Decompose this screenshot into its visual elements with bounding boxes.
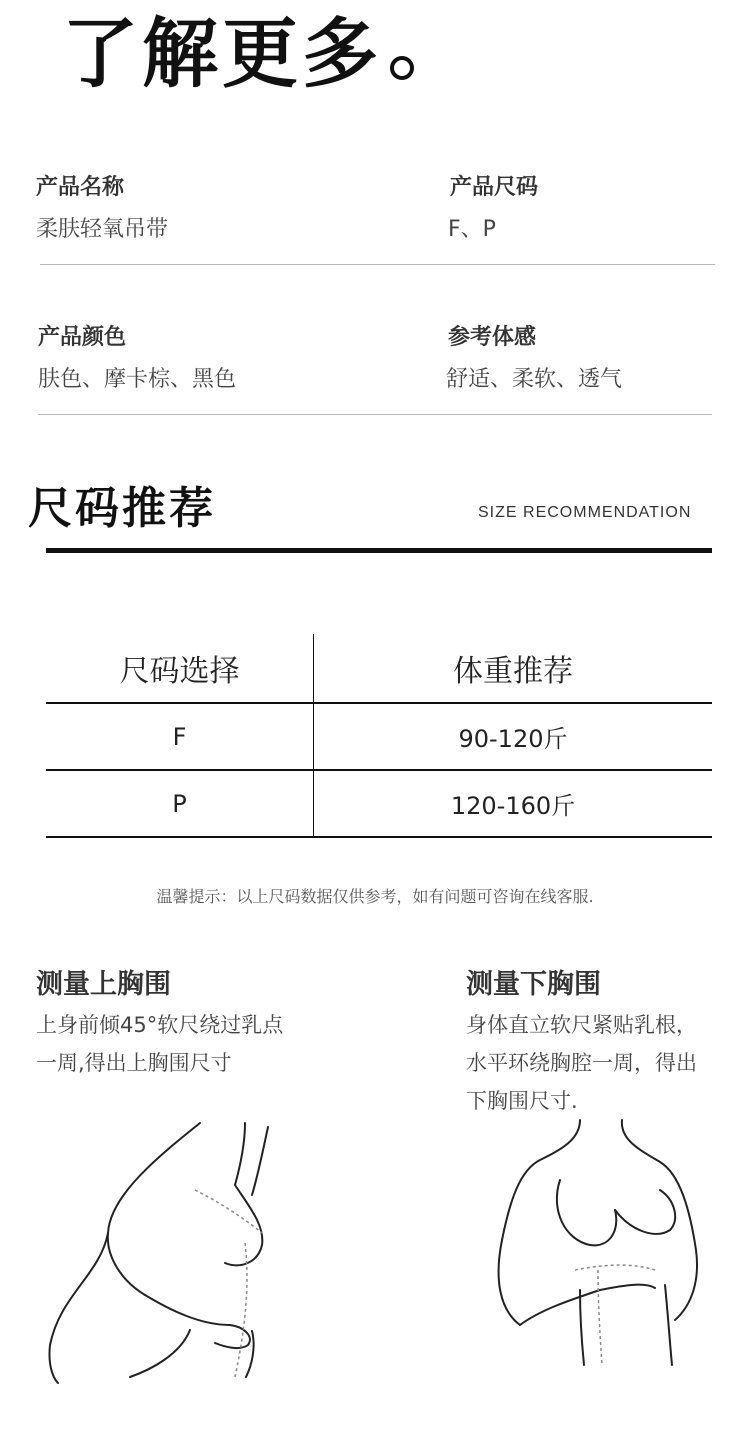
section-subtitle: SIZE RECOMMENDATION bbox=[478, 504, 692, 521]
hero-period-mark bbox=[390, 56, 414, 80]
product-size-label: 产品尺码 bbox=[450, 175, 539, 200]
product-color-label: 产品颜色 bbox=[38, 325, 127, 350]
under-bust-illustration bbox=[480, 1110, 730, 1370]
section-underline bbox=[46, 548, 712, 553]
measure-under-line: 下胸围尺寸. bbox=[466, 1089, 578, 1113]
size-recommendation-table bbox=[46, 634, 712, 838]
product-color-value: 肤色、摩卡棕、黑色 bbox=[38, 367, 237, 392]
info-divider-1 bbox=[40, 264, 715, 265]
info-divider-2 bbox=[38, 414, 712, 415]
table-row bbox=[46, 703, 712, 770]
measure-upper-title: 测量上胸围 bbox=[36, 969, 171, 1000]
size-tip-text: 温馨提示：以上尺码数据仅供参考，如有问题可咨询在线客服. bbox=[156, 887, 594, 906]
measure-upper-desc bbox=[36, 1006, 283, 1082]
product-name-label: 产品名称 bbox=[36, 175, 125, 200]
reference-feel-value: 舒适、柔软、透气 bbox=[446, 367, 623, 392]
section-title: 尺码推荐 bbox=[28, 483, 216, 534]
measure-under-line: 身体直立软尺紧贴乳根， bbox=[466, 1013, 697, 1037]
weight-cell: 120-160斤 bbox=[314, 770, 713, 837]
reference-feel-label: 参考体感 bbox=[448, 325, 537, 350]
table-header-row bbox=[46, 634, 712, 703]
measure-under-title: 测量下胸围 bbox=[466, 969, 601, 1000]
measure-under-desc bbox=[466, 1006, 697, 1120]
upper-bust-illustration bbox=[40, 1115, 330, 1385]
weight-cell: 90-120斤 bbox=[314, 703, 713, 770]
size-cell: F bbox=[46, 703, 314, 770]
header-size-select: 尺码选择 bbox=[46, 634, 314, 703]
measure-upper-line: 一周,得出上胸围尺寸 bbox=[36, 1051, 232, 1075]
product-name-value: 柔肤轻氧吊带 bbox=[36, 217, 169, 242]
product-size-value: F、P bbox=[448, 217, 496, 242]
measure-under-line: 水平环绕胸腔一周，得出 bbox=[466, 1051, 697, 1075]
size-cell: P bbox=[46, 770, 314, 837]
measure-upper-line: 上身前倾45°软尺绕过乳点 bbox=[36, 1013, 284, 1037]
table-row bbox=[46, 770, 712, 837]
hero-title: 了解更多 bbox=[62, 6, 414, 102]
header-weight-recommend: 体重推荐 bbox=[314, 634, 713, 703]
